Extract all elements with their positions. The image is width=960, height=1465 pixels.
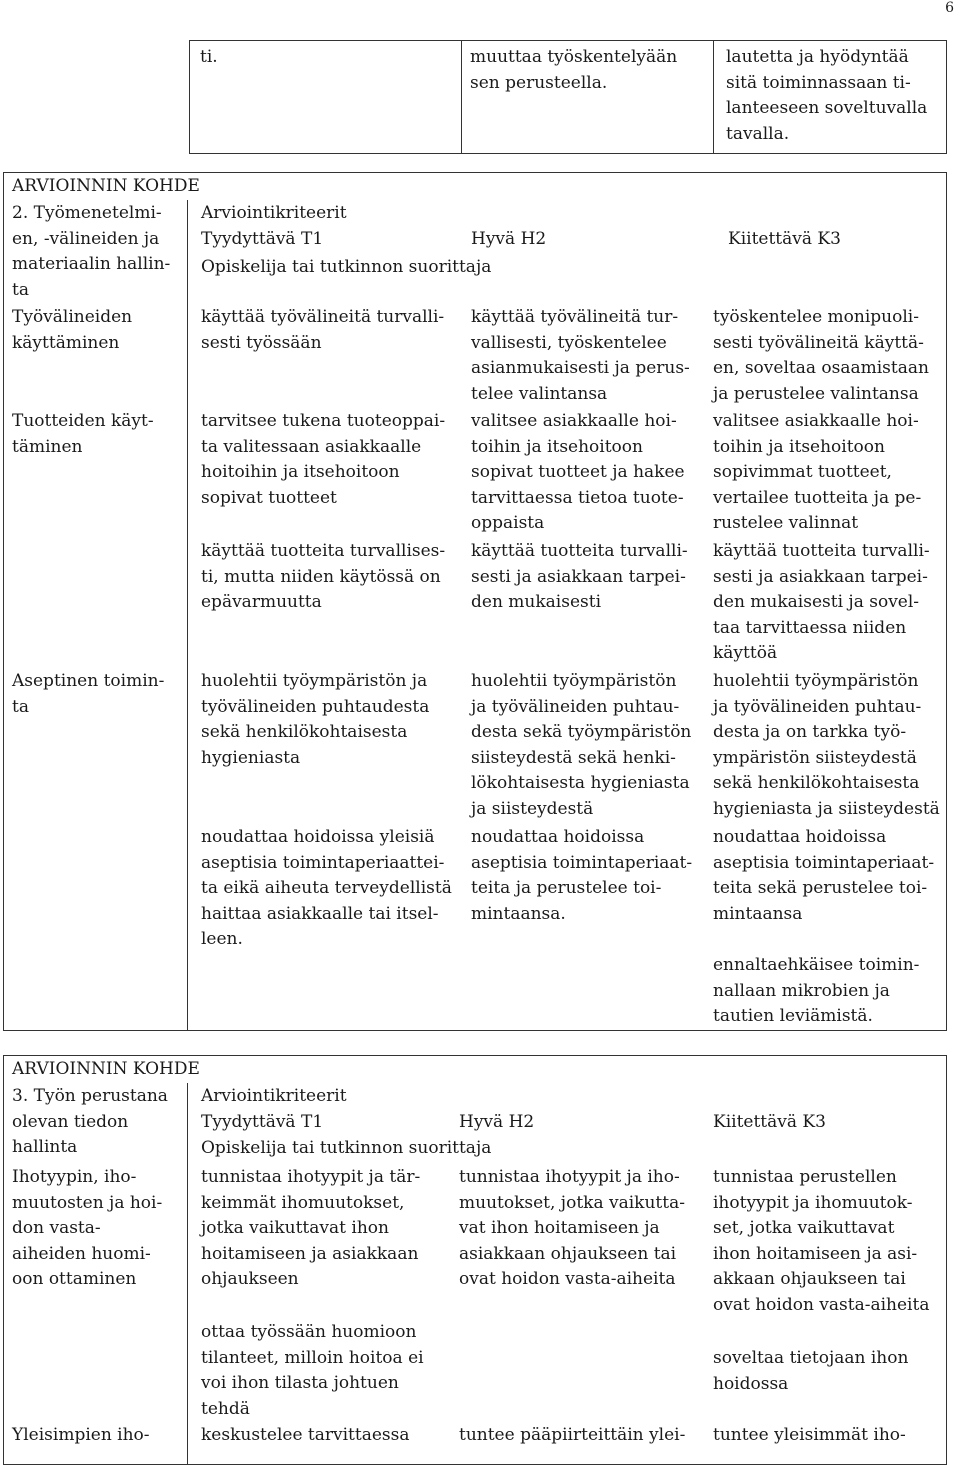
top-fragment-table bbox=[189, 40, 947, 154]
cell-aseptic2-h2: noudattaa hoidoissa aseptisia toimintaperiaat- teita ja perustelee toi- mintaansa. bbox=[471, 827, 693, 924]
cell-products-h2: valitsee asiakkaalle hoi- toihin ja itsehoitoon sopivat tuotteet ja hakee tarvittaessa tietoa tuote- oppaista bbox=[471, 411, 685, 534]
cell-products-t1: tarvitsee tukena tuoteoppai- ta valitessaan asiakkaalle hoitoihin ja itsehoitoon sopivat tuotteet bbox=[201, 411, 446, 508]
row-label-common-skin: Yleisimpien iho- bbox=[12, 1425, 150, 1445]
assessment-target: 2. Työmenetelmi- en, -välineiden ja materiaalin hallin- ta bbox=[12, 203, 171, 300]
level-h2: Hyvä H2 bbox=[459, 1112, 535, 1132]
cell-products2-t1: käyttää tuotteita turvallises- ti, mutta niiden käytössä on epävarmuutta bbox=[201, 541, 446, 613]
assessment-table-2 bbox=[3, 172, 947, 1031]
cell-common-k3: tuntee yleisimmät iho- bbox=[713, 1425, 906, 1445]
cell-skin2-t1: ottaa työssään huomioon tilanteet, milloin hoitoa ei voi ihon tilasta johtuen tehdä bbox=[201, 1322, 424, 1419]
top-fragment-cell-3: lautetta ja hyödyntää sitä toiminnassaan ti- lanteeseen soveltuvalla tavalla. bbox=[726, 47, 928, 144]
top-fragment-cell-2: muuttaa työskentelyään sen perusteella. bbox=[470, 47, 678, 93]
cell-common-t1: keskustelee tarvittaessa bbox=[201, 1425, 410, 1445]
cell-products2-h2: käyttää tuotteita turvalli- sesti ja asiakkaan tarpei- den mukaisesti bbox=[471, 541, 688, 613]
level-h2: Hyvä H2 bbox=[471, 229, 547, 249]
page-number: 6 bbox=[945, 0, 954, 16]
cell-skin2-k3: soveltaa tietojaan ihon hoidossa bbox=[713, 1348, 909, 1394]
cell-common-h2: tuntee pääpiirteittäin ylei- bbox=[459, 1425, 686, 1445]
row-label-aseptic: Aseptinen toimin- ta bbox=[12, 671, 165, 717]
row-label-tools: Työvälineiden käyttäminen bbox=[12, 307, 133, 353]
cell-aseptic3-k3: ennaltaehkäisee toimin- nallaan mikrobien ja tautien leviämistä. bbox=[713, 955, 920, 1027]
cell-aseptic2-k3: noudattaa hoidoissa aseptisia toimintaperiaat- teita sekä perustelee toi- mintaansa bbox=[713, 827, 935, 924]
level-k3: Kiitettävä K3 bbox=[728, 229, 841, 249]
row-label-products: Tuotteiden käyt- täminen bbox=[12, 411, 154, 457]
section-heading: ARVIOINNIN KOHDE bbox=[12, 1059, 200, 1079]
cell-products-k3: valitsee asiakkaalle hoi- toihin ja itsehoitoon sopivimmat tuotteet, vertailee tuotteita ja pe- rustelee valinnat bbox=[713, 411, 922, 534]
cell-tools-k3: työskentelee monipuoli- sesti työvälineitä käyttä- en, soveltaa osaamistaan ja perustelee valintansa bbox=[713, 307, 929, 404]
row-label-skin-types: Ihotyypin, iho- muutosten ja hoi- don vasta- aiheiden huomi- oon ottaminen bbox=[12, 1167, 163, 1290]
level-t1: Tyydyttävä T1 bbox=[201, 1112, 324, 1132]
subject-label: Opiskelija tai tutkinnon suorittaja bbox=[201, 1138, 492, 1158]
criteria-label: Arviointikriteerit bbox=[201, 1086, 347, 1106]
cell-skin-h2: tunnistaa ihotyypit ja iho- muutokset, jotka vaikutta- vat ihon hoitamiseen ja asiakkaan ohjaukseen tai ovat hoidon vasta-aiheita bbox=[459, 1167, 685, 1290]
cell-aseptic2-t1: noudattaa hoidoissa yleisiä aseptisia toimintaperiaattei- ta eikä aiheuta terveydellistä haittaa asiakkaalle tai itsel- leen. bbox=[201, 827, 452, 950]
top-fragment-cell-1: ti. bbox=[200, 47, 218, 67]
level-k3: Kiitettävä K3 bbox=[713, 1112, 826, 1132]
cell-skin-k3: tunnistaa perustellen ihotyypit ja ihomuutok- set, jotka vaikuttavat ihon hoitamiseen ja asi- akkaan ohjaukseen tai ovat hoidon vasta-aiheita bbox=[713, 1167, 930, 1315]
level-t1: Tyydyttävä T1 bbox=[201, 229, 324, 249]
assessment-target: 3. Työn perustana olevan tiedon hallinta bbox=[12, 1086, 168, 1158]
cell-tools-h2: käyttää työvälineitä tur- vallisesti, työskentelee asianmukaisesti ja perus- telee valintansa bbox=[471, 307, 690, 404]
subject-label: Opiskelija tai tutkinnon suorittaja bbox=[201, 257, 492, 277]
cell-tools-t1: käyttää työvälineitä turvalli- sesti työssään bbox=[201, 307, 445, 353]
section-heading: ARVIOINNIN KOHDE bbox=[12, 176, 200, 196]
cell-skin-t1: tunnistaa ihotyypit ja tär- keimmät ihomuutokset, jotka vaikuttavat ihon hoitamiseen ja asiakkaan ohjaukseen bbox=[201, 1167, 421, 1290]
criteria-label: Arviointikriteerit bbox=[201, 203, 347, 223]
cell-aseptic-h2: huolehtii työympäristön ja työvälineiden puhtau- desta sekä työympäristön siisteydestä sekä henki- lökohtaisesta hygieniasta ja siisteydestä bbox=[471, 671, 692, 819]
assessment-table-3 bbox=[3, 1055, 947, 1465]
cell-aseptic-t1: huolehtii työympäristön ja työvälineiden puhtaudesta sekä henkilökohtaisesta hygieniasta bbox=[201, 671, 430, 768]
cell-aseptic-k3: huolehtii työympäristön ja työvälineiden puhtau- desta ja on tarkka työ- ympäristön siisteydestä sekä henkilökohtaisesta hygieniasta ja siisteydestä bbox=[713, 671, 940, 819]
cell-products2-k3: käyttää tuotteita turvalli- sesti ja asiakkaan tarpei- den mukaisesti ja sovel- taa tarvittaessa niiden käyttöä bbox=[713, 541, 930, 664]
